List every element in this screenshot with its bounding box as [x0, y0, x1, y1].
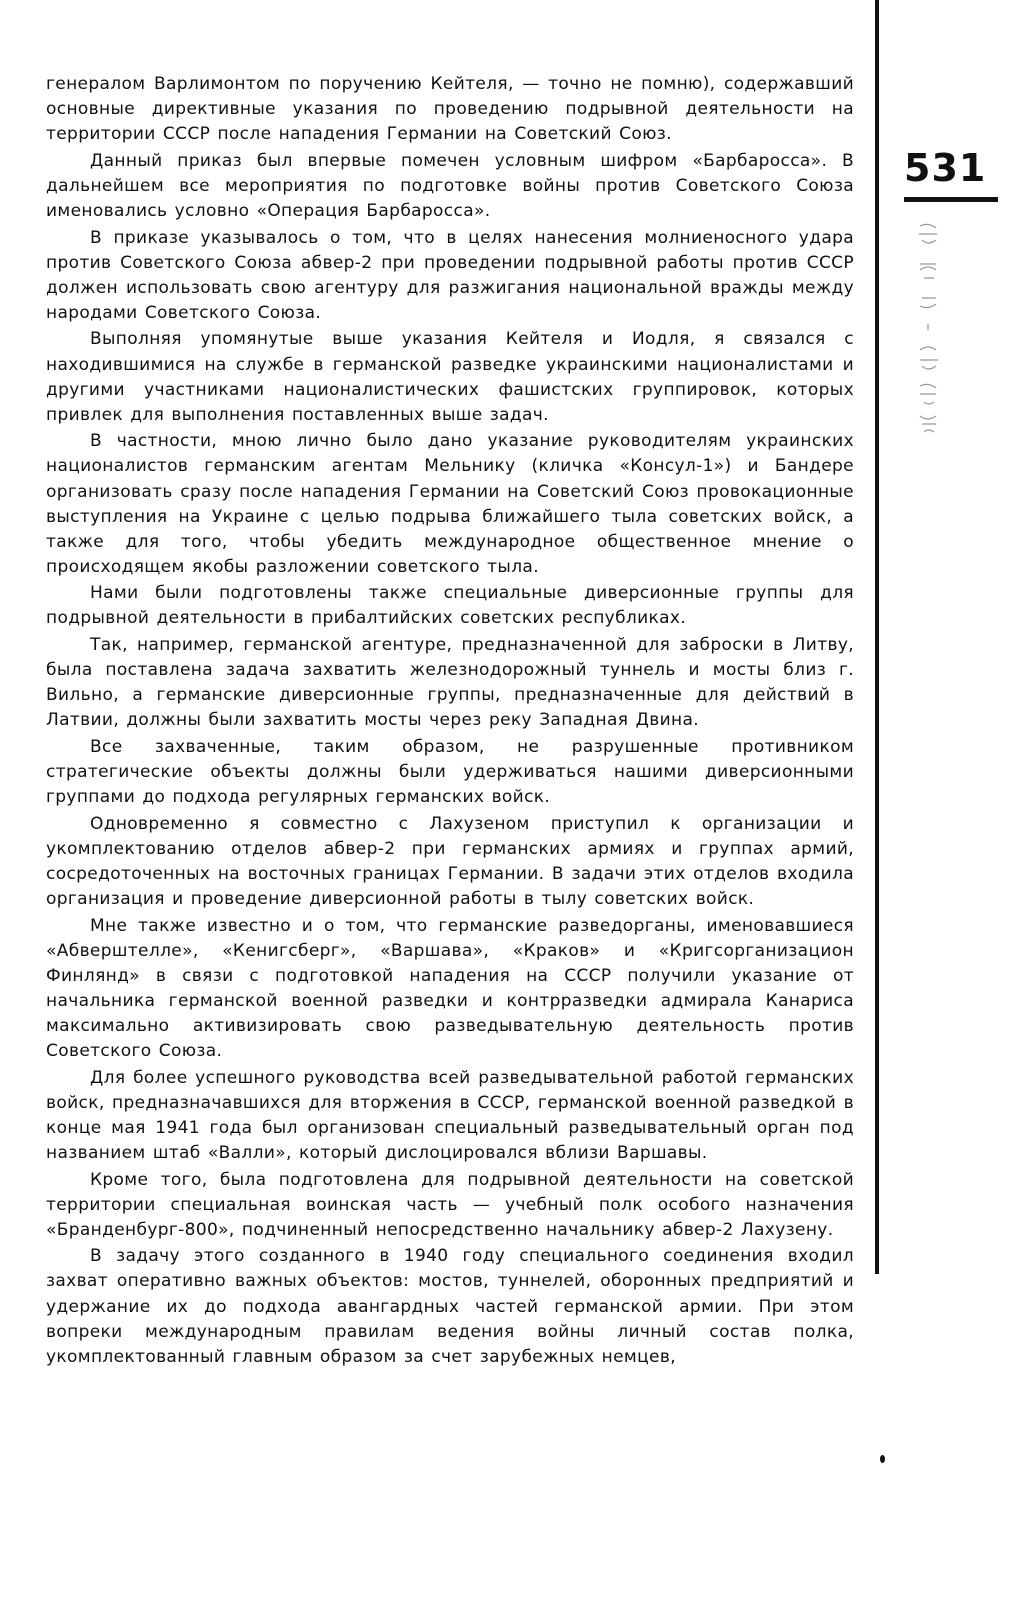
page-number: 531 [904, 146, 987, 190]
paragraph: Кроме того, была подготовлена для подрывной деятельности на советской территории специальная воинская часть — учебный полк особого назначения «Бранденбург-800», подчиненный непосредственно начальнику абвер-2 Лахузену. [46, 1169, 854, 1240]
paragraph: В частности, мною лично было дано указание руководителям украинских националистов германским агентам Мельнику (кличка «Консул-1») и Бандере организовать сразу после нападения Германии на Советский Союз провокационные выступления на Украине с целью подрыва ближайшего тыла советских войск, а также для того, чтобы убедить международное общественное мнение о происходящем якобы разложении советского тыла. [46, 431, 854, 577]
paragraph: Выполняя упомянутые выше указания Кейтеля и Иодля, я связался с находившимися на службе в германской разведке украинскими националистами и другими участниками националистических фашистских группировок, которых привлек для выполнения поставленных выше задач. [46, 329, 854, 425]
margin-rule [875, 0, 879, 1274]
paragraph: Так, например, германской агентуре, предназначенной для заброски в Литву, была поставлена задача захватить железнодорожный туннель и мосты близ г. Вильно, а германские диверсионные группы, предназначенные для действий в Латвии, должны были захватить мосты через реку Западная Двина. [46, 635, 854, 731]
margin-dot [880, 1455, 885, 1463]
paragraph: Нами были подготовлены также специальные диверсионные группы для подрывной деятельности в прибалтийских советских республиках. [46, 583, 854, 629]
paragraph: В задачу этого созданного в 1940 году специального соединения входил захват оперативно важных объектов: мостов, туннелей, оборонных предприятий и удержание их до подхода авангардных частей германской армии. При этом вопреки международным правилам ведения войны личный состав полка, укомплектованный главным образом за счет зарубежных немцев, [46, 1246, 854, 1367]
paragraph: Мне также известно и о том, что германские разведорганы, именовавшиеся «Абверштелле», «Кенигсберг», «Варшава», «Краков» и «Кригсорганизацион Финлянд» в связи с подготовкой нападения на СССР получили указание от начальника германской военной разведки и контрразведки адмирала Канариса максимально активизировать свою разведывательную деятельность против Советского Союза. [46, 915, 854, 1062]
paragraph: В приказе указывалось о том, что в целях нанесения молниеносного удара против Советского Союза абвер-2 при проведении подрывной работы против СССР должен использовать свою агентуру для разжигания национальной вражды между народами Советского Союза. [46, 227, 854, 323]
paragraph: Для более успешного руководства всей разведывательной работой германских войск, предназначавшихся для вторжения в СССР, германской военной разведкой в конце мая 1941 года был организован специальный разведывательный орган под названием штаб «Валли», который дислоцировался вблизи Варшавы. [46, 1067, 854, 1163]
page-text [46, 72, 854, 1371]
paragraph: Одновременно я совместно с Лахузеном приступил к организации и укомплектованию отделов абвер-2 при германских армиях и группах армий, сосредоточенных на восточных границах Германии. В задачи этих отделов входила организация и проведение диверсионной работы в тылу советских войск. [46, 813, 854, 909]
paragraph: генералом Варлимонтом по поручению Кейтеля, — точно не помню), содержавший основные директивные указания по проведению подрывной деятельности на территории СССР после нападения Германии на Советский Союз. [46, 74, 854, 145]
paragraph: Все захваченные, таким образом, не разрушенные противником стратегические объекты должны были удерживаться нашими диверсионными группами до подхода регулярных германских войск. [46, 736, 854, 808]
faded-stamp-mark [914, 220, 944, 450]
page-number-underline [904, 197, 998, 202]
paragraph: Данный приказ был впервые помечен условным шифром «Барбаросса». В дальнейшем все мероприятия по подготовке войны против Советского Союза именовались условно «Операция Барбаросса». [46, 150, 854, 221]
